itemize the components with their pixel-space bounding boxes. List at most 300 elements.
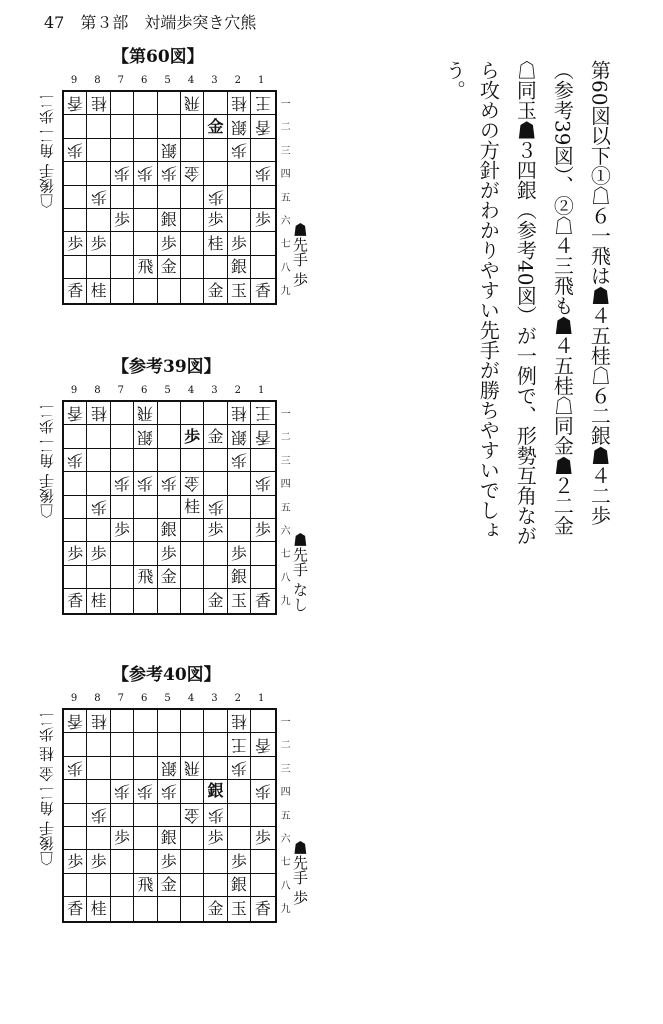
sente-piece: 金	[207, 590, 224, 610]
gote-piece: 歩	[90, 187, 107, 207]
gote-piece: 歩	[254, 164, 271, 184]
board-square	[87, 209, 110, 232]
column-label: 9	[70, 75, 78, 86]
board-square	[134, 874, 157, 897]
board-square	[87, 780, 110, 803]
board-square	[251, 827, 274, 850]
board-square	[111, 542, 134, 565]
board-square	[251, 733, 274, 756]
board-square	[158, 425, 181, 448]
board-square	[228, 402, 251, 425]
board-square	[111, 496, 134, 519]
board-square	[204, 733, 227, 756]
sente-piece: 銀	[160, 828, 177, 848]
sente-piece: 銀	[230, 256, 247, 276]
sente-piece: 歩	[67, 543, 84, 563]
gote-piece: 歩	[113, 782, 130, 802]
board-square	[134, 804, 157, 827]
board-square	[111, 733, 134, 756]
sente-piece: 歩	[254, 210, 271, 230]
shogi-board	[62, 708, 277, 923]
column-label: 1	[258, 693, 265, 704]
gote-piece: 王	[230, 735, 247, 755]
board-square	[204, 710, 227, 733]
board-square	[181, 519, 204, 542]
board-square	[158, 780, 181, 803]
board-square	[251, 804, 274, 827]
board-square	[134, 780, 157, 803]
board-square	[204, 589, 227, 612]
board-square	[204, 472, 227, 495]
board-square	[181, 279, 204, 302]
board-square	[64, 232, 87, 255]
board-square	[204, 566, 227, 589]
board-square	[64, 279, 87, 302]
board-square	[181, 256, 204, 279]
board-square	[251, 542, 274, 565]
sente-piece: 歩	[230, 543, 247, 563]
gote-piece: 歩	[90, 805, 107, 825]
board-square	[228, 827, 251, 850]
board-square	[111, 780, 134, 803]
board-square	[87, 425, 110, 448]
board-square	[134, 162, 157, 185]
board-square	[204, 139, 227, 162]
board-square	[251, 402, 274, 425]
gote-piece: 銀	[137, 427, 154, 447]
board-square	[134, 232, 157, 255]
gote-piece: 銀	[230, 117, 247, 137]
board-square	[204, 92, 227, 115]
board-square	[158, 897, 181, 920]
board-square	[64, 162, 87, 185]
board-square	[64, 402, 87, 425]
gote-hand: ☖後手 角二 歩二	[38, 404, 56, 519]
sente-hand: ☗先手 なし	[291, 532, 309, 612]
row-label: 七	[280, 239, 291, 251]
column-label: 6	[141, 385, 148, 396]
board-square	[64, 827, 87, 850]
board-square	[64, 519, 87, 542]
board-square	[251, 757, 274, 780]
sente-piece: 香	[254, 590, 271, 610]
column-label: 7	[117, 385, 124, 396]
board-square	[181, 874, 204, 897]
text-line: （参考39図）、②☖４三飛も☗４五桂☖同金☗２二金	[550, 60, 575, 536]
sente-piece: 歩	[90, 851, 107, 871]
board-square	[181, 115, 204, 138]
column-label: 4	[187, 693, 195, 704]
board-square	[64, 472, 87, 495]
row-label: 六	[280, 216, 291, 227]
board-square	[181, 449, 204, 472]
board-square	[228, 425, 251, 448]
page-number: 47	[44, 13, 65, 32]
board-square	[181, 780, 204, 803]
diagram-title: 【参考39図】	[112, 357, 221, 377]
board-square	[64, 496, 87, 519]
sente-piece: 銀	[160, 520, 177, 540]
board-square	[228, 897, 251, 920]
column-label: 1	[258, 75, 265, 86]
gote-piece: 香	[254, 735, 271, 755]
shogi-board	[62, 90, 277, 305]
board-square	[64, 209, 87, 232]
sente-piece: 歩	[254, 520, 271, 540]
board-square	[134, 92, 157, 115]
row-label: 九	[280, 904, 291, 916]
board-square	[158, 710, 181, 733]
board-square	[228, 449, 251, 472]
board-square	[64, 139, 87, 162]
row-label: 二	[280, 122, 291, 134]
board-square	[181, 897, 204, 920]
board-square	[64, 449, 87, 472]
board-square	[158, 472, 181, 495]
column-label: 1	[258, 385, 265, 396]
board-square	[251, 589, 274, 612]
board-square	[87, 139, 110, 162]
gote-piece: 桂	[230, 712, 247, 732]
sente-piece: 歩	[113, 210, 130, 230]
column-label: 9	[70, 385, 78, 396]
board-square	[181, 425, 204, 448]
gote-piece: 歩	[160, 474, 177, 494]
board-square	[134, 449, 157, 472]
board-square	[228, 209, 251, 232]
board-square	[228, 186, 251, 209]
board-square	[111, 589, 134, 612]
sente-piece: 香	[67, 590, 84, 610]
row-label: 四	[280, 169, 291, 181]
sente-piece: 桂	[90, 898, 107, 918]
board-square	[87, 874, 110, 897]
sente-hand: ☗先手 歩	[291, 222, 309, 287]
board-square	[111, 139, 134, 162]
board-square	[251, 519, 274, 542]
board-square	[158, 449, 181, 472]
gote-piece: 金	[184, 474, 201, 494]
board-square	[228, 566, 251, 589]
row-label: 一	[280, 717, 291, 728]
row-label: 七	[280, 549, 291, 561]
board-square	[87, 542, 110, 565]
board-square	[87, 897, 110, 920]
sente-piece: 歩	[230, 851, 247, 871]
board-square	[111, 186, 134, 209]
sente-piece: 香	[67, 898, 84, 918]
board-square	[134, 496, 157, 519]
row-label: 三	[280, 763, 291, 775]
board-square	[134, 256, 157, 279]
board-square	[134, 710, 157, 733]
sente-hand: ☗先手 歩	[291, 840, 309, 905]
sente-piece: 歩	[113, 520, 130, 540]
board-square	[251, 256, 274, 279]
row-label: 六	[280, 526, 291, 537]
sente-piece: 歩	[230, 233, 247, 253]
board-square	[87, 757, 110, 780]
sente-piece: 銀	[207, 781, 224, 801]
board-square	[204, 256, 227, 279]
board-square	[87, 402, 110, 425]
board-square	[204, 519, 227, 542]
gote-piece: 歩	[230, 450, 247, 470]
row-label: 一	[280, 409, 291, 420]
board-square	[228, 279, 251, 302]
column-label: 5	[164, 385, 171, 396]
board-square	[158, 804, 181, 827]
board-square	[228, 92, 251, 115]
board-square	[228, 139, 251, 162]
board-square	[181, 733, 204, 756]
board-square	[158, 733, 181, 756]
board-square	[64, 542, 87, 565]
board-square	[181, 209, 204, 232]
gote-piece: 香	[67, 712, 84, 732]
board-square	[251, 472, 274, 495]
board-square	[87, 162, 110, 185]
board-square	[64, 733, 87, 756]
board-square	[134, 472, 157, 495]
gote-piece: 金	[184, 164, 201, 184]
board-square	[181, 496, 204, 519]
column-label: 2	[234, 693, 241, 704]
board-square	[158, 186, 181, 209]
board-square	[228, 780, 251, 803]
board-square	[134, 542, 157, 565]
row-label: 二	[280, 740, 291, 752]
board-square	[158, 566, 181, 589]
column-label: 3	[211, 75, 218, 86]
board-square	[111, 472, 134, 495]
sente-piece: 玉	[230, 280, 247, 300]
shogi-board	[62, 400, 277, 615]
board-square	[251, 425, 274, 448]
board-square	[64, 566, 87, 589]
page-header	[44, 10, 256, 33]
gote-piece: 香	[254, 117, 271, 137]
chapter-label: 第３部	[80, 13, 129, 32]
sente-piece: 歩	[67, 233, 84, 253]
board-square	[181, 566, 204, 589]
board-square	[111, 279, 134, 302]
gote-piece: 銀	[160, 140, 177, 160]
board-square	[204, 757, 227, 780]
board-square	[111, 757, 134, 780]
gote-piece: 歩	[160, 164, 177, 184]
board-square	[228, 472, 251, 495]
column-label: 6	[141, 75, 148, 86]
gote-piece: 歩	[137, 782, 154, 802]
board-square	[87, 566, 110, 589]
board-square	[134, 589, 157, 612]
gote-piece: 桂	[90, 404, 107, 424]
gote-piece: 歩	[67, 140, 84, 160]
board-square	[228, 162, 251, 185]
gote-piece: 飛	[184, 94, 201, 114]
gote-piece: 歩	[254, 474, 271, 494]
gote-piece: 香	[254, 427, 271, 447]
column-label: 7	[117, 75, 124, 86]
board-square	[181, 402, 204, 425]
board-square	[204, 542, 227, 565]
sente-piece: 桂	[184, 496, 201, 516]
gote-piece: 桂	[90, 94, 107, 114]
board-square	[181, 710, 204, 733]
board-square	[181, 589, 204, 612]
gote-piece: 歩	[207, 187, 224, 207]
board-square	[251, 279, 274, 302]
board-square	[228, 733, 251, 756]
sente-piece: 金	[160, 256, 177, 276]
board-square	[64, 186, 87, 209]
sente-piece: 香	[67, 280, 84, 300]
column-label: 2	[234, 385, 241, 396]
board-square	[228, 804, 251, 827]
sente-piece: 歩	[184, 426, 201, 446]
board-square	[64, 897, 87, 920]
row-label: 四	[280, 787, 291, 799]
board-square	[134, 425, 157, 448]
board-square	[158, 874, 181, 897]
board-square	[204, 449, 227, 472]
sente-piece: 香	[254, 280, 271, 300]
board-square	[228, 496, 251, 519]
gote-piece: 金	[184, 805, 201, 825]
board-square	[111, 209, 134, 232]
board-square	[251, 162, 274, 185]
column-label: 5	[164, 75, 171, 86]
board-square	[87, 827, 110, 850]
board-square	[181, 757, 204, 780]
board-square	[158, 850, 181, 873]
board-square	[251, 115, 274, 138]
board-square	[111, 804, 134, 827]
sente-piece: 歩	[160, 851, 177, 871]
sente-piece: 銀	[160, 210, 177, 230]
row-label: 九	[280, 286, 291, 298]
board-square	[87, 449, 110, 472]
board-square	[204, 874, 227, 897]
gote-piece: 歩	[137, 164, 154, 184]
gote-piece: 銀	[160, 758, 177, 778]
board-square	[87, 279, 110, 302]
gote-piece: 桂	[230, 94, 247, 114]
gote-piece: 歩	[207, 497, 224, 517]
sente-piece: 飛	[137, 566, 154, 586]
board-square	[228, 256, 251, 279]
sente-piece: 歩	[90, 543, 107, 563]
text-line: 第60図以下①☖６一飛は☗４五桂☖６二銀☗４二歩	[587, 60, 612, 526]
board-square	[111, 827, 134, 850]
board-square	[111, 874, 134, 897]
board-square	[87, 496, 110, 519]
board-square	[87, 92, 110, 115]
board-square	[228, 710, 251, 733]
row-label: 二	[280, 432, 291, 444]
board-square	[158, 279, 181, 302]
row-label: 五	[280, 502, 291, 514]
gote-piece: 歩	[67, 450, 84, 470]
board-square	[111, 710, 134, 733]
board-square	[181, 186, 204, 209]
sente-piece: 飛	[137, 256, 154, 276]
board-square	[134, 897, 157, 920]
gote-hand: ☖後手 角二 歩二	[38, 94, 56, 209]
board-square	[228, 232, 251, 255]
chapter-title: 対端歩突き穴熊	[144, 13, 257, 32]
board-square	[158, 232, 181, 255]
board-square	[158, 256, 181, 279]
board-square	[228, 850, 251, 873]
sente-piece: 金	[160, 874, 177, 894]
board-square	[158, 115, 181, 138]
board-square	[111, 449, 134, 472]
board-square	[64, 874, 87, 897]
board-square	[158, 757, 181, 780]
board-square	[204, 232, 227, 255]
column-label: 9	[70, 693, 78, 704]
board-square	[134, 757, 157, 780]
board-square	[111, 162, 134, 185]
column-label: 8	[94, 385, 101, 396]
column-label: 7	[117, 693, 124, 704]
gote-piece: 香	[67, 404, 84, 424]
board-square	[134, 850, 157, 873]
board-square	[87, 710, 110, 733]
diagram-title: 【第60図】	[112, 47, 204, 67]
column-label: 5	[164, 693, 171, 704]
board-square	[158, 162, 181, 185]
board-square	[158, 496, 181, 519]
board-square	[204, 897, 227, 920]
board-square	[204, 279, 227, 302]
sente-piece: 玉	[230, 590, 247, 610]
board-square	[111, 425, 134, 448]
board-square	[181, 542, 204, 565]
board-square	[87, 256, 110, 279]
row-label: 三	[280, 145, 291, 157]
row-label: 三	[280, 455, 291, 467]
board-square	[134, 139, 157, 162]
text-line: う。	[442, 60, 467, 100]
sente-piece: 金	[160, 566, 177, 586]
sente-piece: 銀	[230, 566, 247, 586]
text-line: ら攻めの方針がわかりやすい先手が勝ちやすいでしょ	[476, 60, 501, 540]
column-label: 3	[211, 385, 218, 396]
sente-piece: 歩	[207, 520, 224, 540]
sente-piece: 銀	[230, 874, 247, 894]
row-label: 九	[280, 596, 291, 608]
sente-piece: 歩	[207, 828, 224, 848]
board-square	[251, 186, 274, 209]
board-square	[251, 449, 274, 472]
board-square	[204, 827, 227, 850]
board-square	[251, 850, 274, 873]
board-square	[87, 733, 110, 756]
gote-piece: 歩	[67, 758, 84, 778]
board-square	[251, 897, 274, 920]
gote-piece: 歩	[160, 782, 177, 802]
sente-piece: 歩	[160, 543, 177, 563]
board-square	[64, 804, 87, 827]
board-square	[181, 472, 204, 495]
board-square	[158, 139, 181, 162]
gote-hand: ☖後手 角二 金 桂 歩二	[38, 712, 56, 867]
diagram-title: 【参考40図】	[112, 665, 221, 685]
board-square	[204, 425, 227, 448]
